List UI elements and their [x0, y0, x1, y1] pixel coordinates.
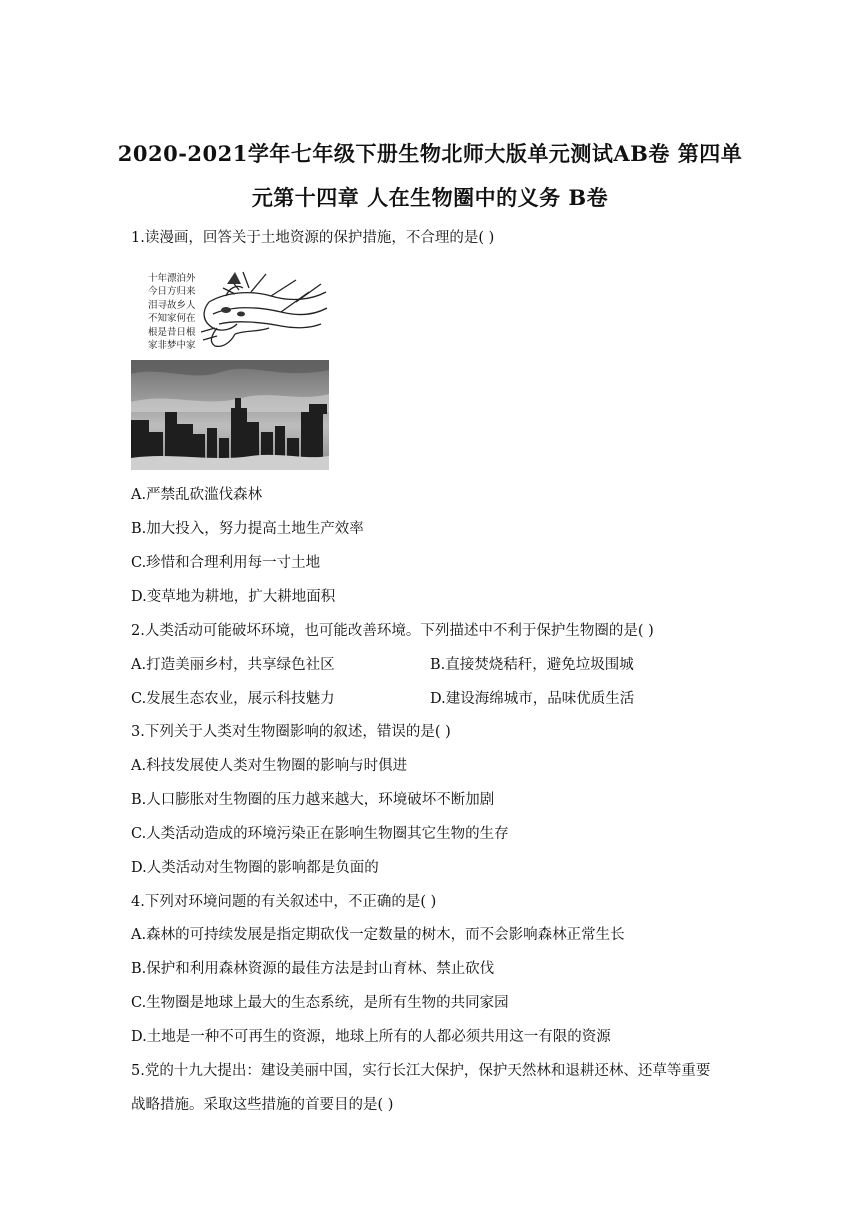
- question-2-option-d: D.建设海绵城市，品味优质生活: [430, 691, 635, 707]
- question-3-option-c: C.人类活动造成的环境污染正在影响生物圈其它生物的生存: [131, 826, 509, 842]
- question-1-option-c: C.珍惜和合理利用每一寸土地: [131, 555, 321, 571]
- question-2-option-a: A.打造美丽乡村，共享绿色社区: [131, 657, 335, 673]
- document-title-line2: 元第十四章 人在生物圈中的义务 B卷: [251, 185, 609, 210]
- question-2-option-c: C.发展生态农业，展示科技魅力: [131, 691, 335, 707]
- question-1-stem: 1.读漫画，回答关于土地资源的保护措施，不合理的是( ): [131, 230, 495, 246]
- city-skyline-photo-icon: [131, 360, 329, 470]
- question-1-option-a: A.严禁乱砍滥伐森林: [131, 487, 263, 503]
- question-3-stem: 3.下列关于人类对生物圈影响的叙述，错误的是( ): [131, 724, 451, 740]
- question-5-stem-line1: 5.党的十九大提出：建设美丽中国，实行长江大保护，保护天然林和退耕还林、还草等重要: [131, 1063, 711, 1079]
- question-2-option-b: B.直接焚烧秸秆，避免垃圾围城: [430, 657, 634, 673]
- question-5-stem-line2: 战略措施。采取这些措施的首要目的是( ): [131, 1097, 394, 1113]
- question-4-option-a: A.森林的可持续发展是指定期砍伐一定数量的树木，而不会影响森林正常生长: [131, 927, 625, 943]
- question-1-option-d: D.变草地为耕地，扩大耕地面积: [131, 589, 336, 605]
- question-1-poem: 十年漂泊外 今日方归来 泪寻故乡人 不知家何在 根是昔日根 家非梦中家: [148, 273, 196, 352]
- question-1-option-b: B.加大投入，努力提高土地生产效率: [131, 521, 364, 537]
- question-3-option-d: D.人类活动对生物圈的影响都是负面的: [131, 860, 379, 876]
- document-title-line1: 2020-2021学年七年级下册生物北师大版单元测试AB卷 第四单: [117, 141, 743, 166]
- question-3-option-b: B.人口膨胀对生物圈的压力越来越大，环境破坏不断加剧: [131, 792, 495, 808]
- question-4-option-c: C.生物圈是地球上最大的生态系统，是所有生物的共同家园: [131, 995, 509, 1011]
- question-4-stem: 4.下列对环境问题的有关叙述中，不正确的是( ): [131, 894, 437, 910]
- question-3-option-a: A.科技发展使人类对生物圈的影响与时俱进: [131, 758, 408, 774]
- question-2-stem: 2.人类活动可能破坏环境，也可能改善环境。下列描述中不利于保护生物圈的是( ): [131, 623, 654, 639]
- question-4-option-b: B.保护和利用森林资源的最佳方法是封山育林、禁止砍伐: [131, 961, 495, 977]
- question-4-option-d: D.土地是一种不可再生的资源，地球上所有的人都必须共用这一有限的资源: [131, 1029, 611, 1045]
